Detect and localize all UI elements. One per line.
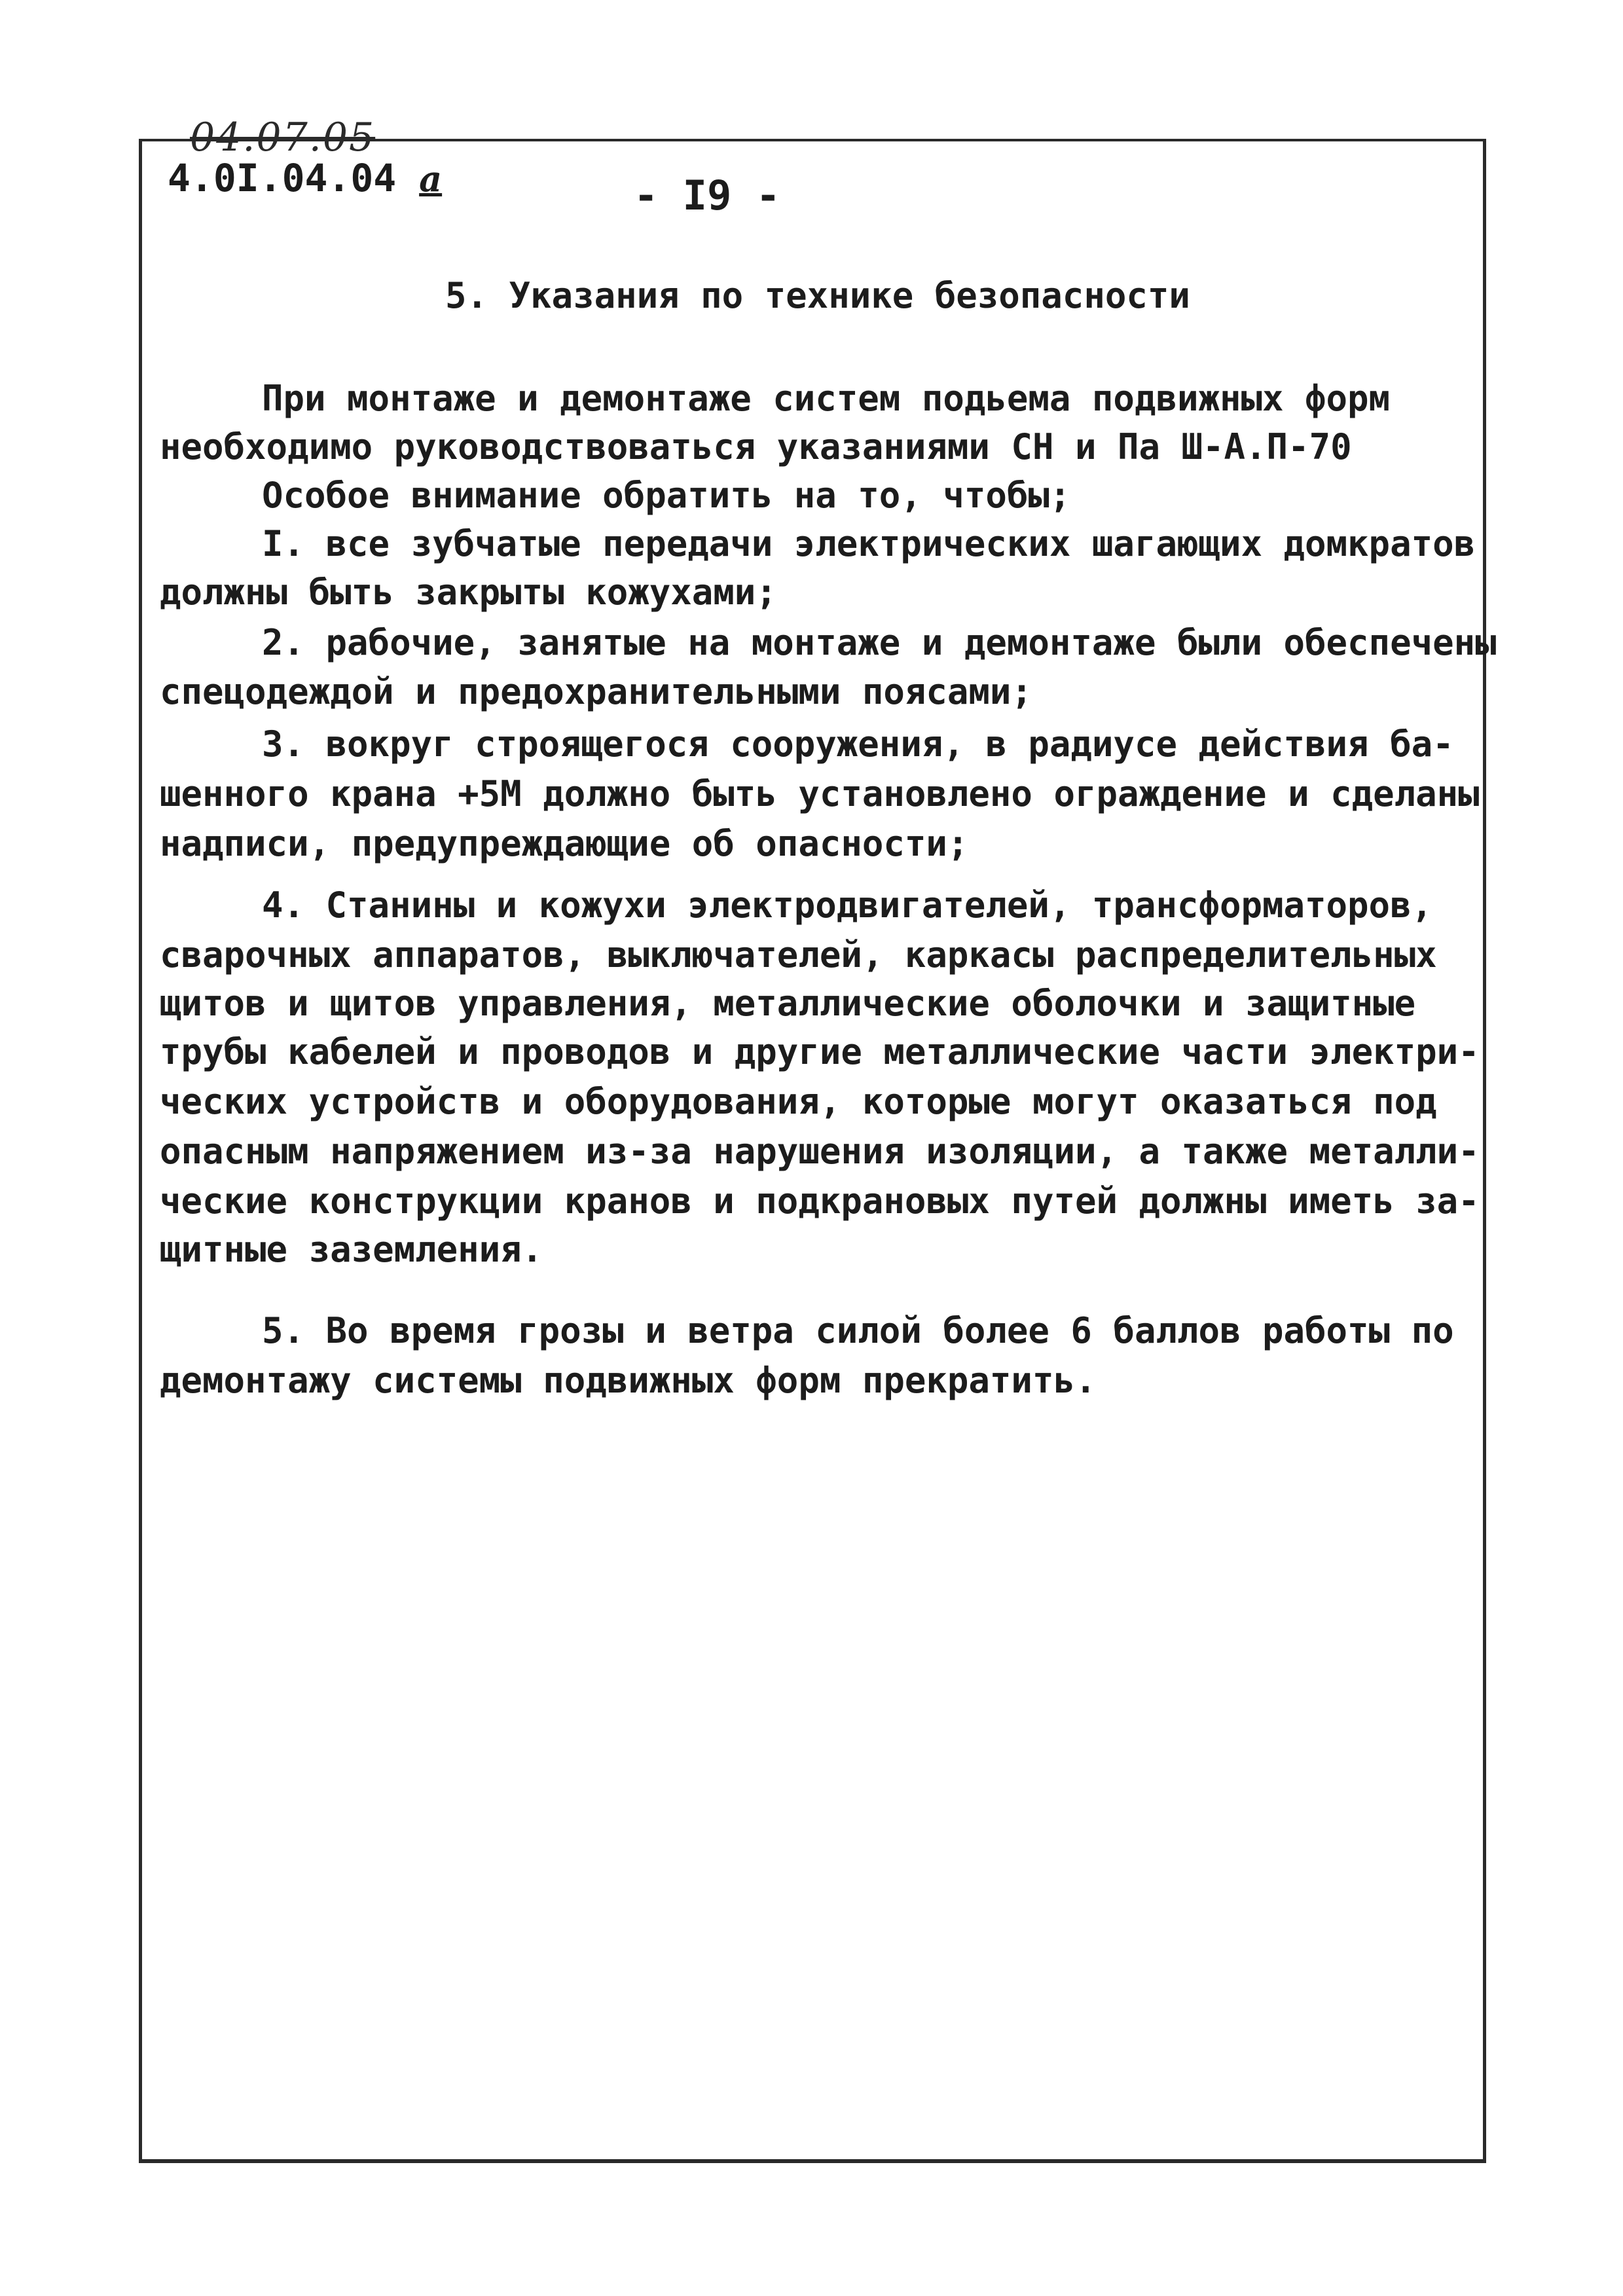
section-title: 5. Указания по технике безопасности — [445, 275, 1190, 316]
body-line: 5. Во время грозы и ветра силой более 6 баллов работы по — [262, 1310, 1454, 1351]
body-line: ческие конструкции кранов и подкрановых путей должны иметь за- — [160, 1180, 1480, 1222]
body-line: Особое внимание обратить на то, чтобы; — [262, 475, 1071, 516]
body-line: При монтаже и демонтаже систем подьема подвижных форм — [262, 378, 1391, 419]
body-line: 3. вокруг строящегося сооружения, в радиусе действия ба- — [262, 723, 1454, 765]
body-line: опасным напряжением из-за нарушения изоляции, а также металли- — [160, 1131, 1480, 1172]
body-line: должны быть закрыты кожухами; — [160, 572, 777, 613]
body-line: I. все зубчатые передачи электрических шагающих домкратов — [262, 523, 1476, 564]
handwritten-date: 04.07.05 — [190, 115, 376, 160]
body-line: необходимо руководствоваться указаниями СН и Па Ш-А.П-70 — [160, 426, 1352, 467]
body-line: спецодеждой и предохранительными поясами; — [160, 671, 1032, 712]
body-line: щитов и щитов управления, металлические оболочки и защитные — [160, 983, 1416, 1024]
body-line: 2. рабочие, занятые на монтаже и демонтаже были обеспечены — [262, 622, 1497, 663]
body-line: 4. Станины и кожухи электродвигателей, трансформаторов, — [262, 884, 1433, 926]
document-code — [168, 156, 442, 200]
body-line: надписи, предупреждающие об опасности; — [160, 823, 969, 864]
body-line: трубы кабелей и проводов и другие металлические части электри- — [160, 1031, 1480, 1072]
body-line: сварочных аппаратов, выключателей, каркасы распределительных — [160, 934, 1437, 975]
body-line: демонтажу системы подвижных форм прекратить. — [160, 1360, 1097, 1401]
body-line: шенного крана +5М должно быть установлено ограждение и сделаны — [160, 773, 1480, 814]
body-line: щитные заземления. — [160, 1229, 543, 1270]
document-code-mark: а — [419, 158, 443, 200]
body-line: ческих устройств и оборудования, которые могут оказаться под — [160, 1081, 1437, 1122]
page-number: - I9 - — [634, 172, 780, 219]
document-code-number: 4.0I.04.04 — [168, 156, 397, 200]
